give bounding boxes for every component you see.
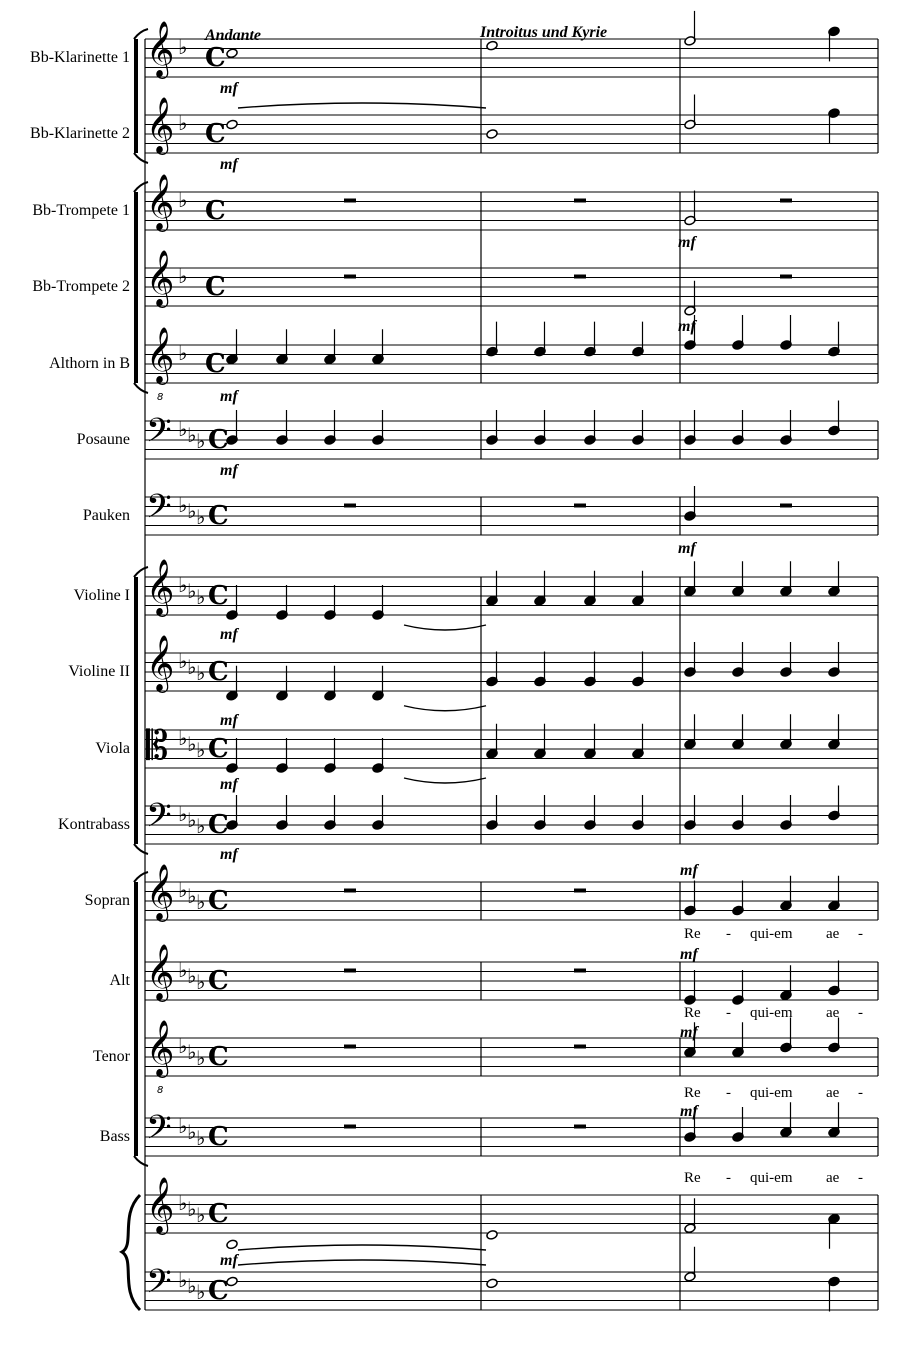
key-flat: ♭ xyxy=(178,1114,188,1138)
dynamic-mf: mf xyxy=(678,540,696,557)
lyric-syllable: ae xyxy=(826,1170,840,1186)
key-flat: ♭ xyxy=(187,1197,197,1221)
instrument-name: Violine I xyxy=(73,587,130,604)
lyric-syllable: Re xyxy=(684,926,701,942)
key-flat: ♭ xyxy=(187,1040,197,1064)
clef-treble: 𝄞 xyxy=(146,97,175,153)
key-flat: ♭ xyxy=(196,429,206,453)
tie xyxy=(238,103,486,108)
dynamic-mf: mf xyxy=(220,1252,238,1269)
key-flat: ♭ xyxy=(187,655,197,679)
piano-brace xyxy=(122,1195,140,1310)
whole-rest xyxy=(344,1125,356,1129)
key-flat: ♭ xyxy=(178,264,188,288)
key-flat: ♭ xyxy=(178,878,188,902)
whole-note xyxy=(486,1278,498,1289)
bracket-clarinets xyxy=(134,39,138,153)
clef-treble: 𝄞 xyxy=(146,21,175,77)
dynamic-mf: mf xyxy=(220,388,238,405)
lyric-syllable: Re xyxy=(684,1005,701,1021)
whole-rest xyxy=(574,1045,586,1049)
whole-rest xyxy=(344,275,356,279)
tie xyxy=(404,778,486,783)
instrument-name: Sopran xyxy=(84,892,130,909)
key-flat: ♭ xyxy=(187,964,197,988)
key-flat: ♭ xyxy=(178,958,188,982)
tie xyxy=(404,706,486,711)
key-flat: ♭ xyxy=(196,814,206,838)
key-flat: ♭ xyxy=(196,1280,206,1304)
clef-treble-8: 𝄞 xyxy=(146,327,175,383)
clef-treble: 𝄞 xyxy=(146,174,175,230)
key-flat: ♭ xyxy=(187,499,197,523)
instrument-name: Bb-Klarinette 2 xyxy=(30,125,130,142)
lyric-syllable: - xyxy=(858,1085,863,1101)
time-signature: C xyxy=(208,886,229,916)
whole-rest xyxy=(574,1125,586,1129)
key-flat: ♭ xyxy=(187,1120,197,1144)
dynamic-mf: mf xyxy=(220,712,238,729)
time-signature: C xyxy=(205,196,226,226)
time-signature: C xyxy=(205,272,226,302)
lyric-syllable: - xyxy=(858,926,863,942)
clef-treble: 𝄞 xyxy=(146,250,175,306)
dynamic-mf: mf xyxy=(220,846,238,863)
key-flat: ♭ xyxy=(196,970,206,994)
whole-rest xyxy=(344,889,356,893)
bracket-clarinets xyxy=(134,153,148,163)
key-flat: ♭ xyxy=(178,1191,188,1215)
dynamic-mf: mf xyxy=(680,946,698,963)
key-flat: ♭ xyxy=(178,35,188,59)
time-signature: C xyxy=(205,349,226,379)
whole-rest xyxy=(344,199,356,203)
clef-bass: 𝄢 xyxy=(146,1109,172,1155)
whole-rest xyxy=(574,504,586,508)
dynamic-mf: mf xyxy=(220,156,238,173)
instrument-name: Althorn in B xyxy=(49,355,130,372)
clef-alto: 𝄡 xyxy=(146,723,169,769)
key-flat: ♭ xyxy=(187,732,197,756)
lyric-syllable: - xyxy=(726,1005,731,1021)
time-signature: C xyxy=(208,734,229,764)
time-signature: C xyxy=(208,1199,229,1229)
whole-rest xyxy=(574,889,586,893)
key-flat: ♭ xyxy=(178,188,188,212)
key-flat: ♭ xyxy=(178,726,188,750)
bracket-strings xyxy=(134,844,148,854)
bracket-choir xyxy=(134,882,138,1156)
time-signature: C xyxy=(208,657,229,687)
lyric-syllable: qui-em xyxy=(750,1005,793,1021)
lyric-syllable: ae xyxy=(826,1005,840,1021)
clef-treble: 𝄞 xyxy=(146,944,175,1000)
key-flat: ♭ xyxy=(178,493,188,517)
instrument-name: Posaune xyxy=(76,431,130,448)
dynamic-mf: mf xyxy=(678,234,696,251)
whole-note xyxy=(226,119,238,130)
lyric-syllable: Re xyxy=(684,1085,701,1101)
lyric-syllable: - xyxy=(858,1170,863,1186)
clef-bass: 𝄢 xyxy=(146,797,172,843)
tie xyxy=(238,1245,486,1250)
key-flat: ♭ xyxy=(178,802,188,826)
lyric-syllable: - xyxy=(726,1170,731,1186)
clef-treble: 𝄞 xyxy=(146,635,175,691)
whole-rest xyxy=(780,275,792,279)
instrument-name: Tenor xyxy=(92,1048,130,1065)
bracket-brass xyxy=(134,383,148,393)
whole-rest xyxy=(780,199,792,203)
time-signature: C xyxy=(205,119,226,149)
key-flat: ♭ xyxy=(187,808,197,832)
time-signature: C xyxy=(208,966,229,996)
whole-note xyxy=(486,1230,498,1241)
key-flat: ♭ xyxy=(178,341,188,365)
lyric-syllable: Re xyxy=(684,1170,701,1186)
instrument-name: Alt xyxy=(109,972,130,989)
dynamic-mf: mf xyxy=(220,776,238,793)
time-signature: C xyxy=(208,1276,229,1306)
whole-rest xyxy=(344,504,356,508)
whole-rest xyxy=(344,969,356,973)
octave-8-mark: 8 xyxy=(157,1085,164,1096)
instrument-name: Violine II xyxy=(68,663,130,680)
whole-rest xyxy=(574,275,586,279)
whole-rest xyxy=(574,969,586,973)
instrument-name: Bass xyxy=(99,1128,130,1145)
whole-rest xyxy=(574,199,586,203)
key-flat: ♭ xyxy=(178,573,188,597)
instrument-name: Pauken xyxy=(82,507,130,524)
key-flat: ♭ xyxy=(178,1034,188,1058)
instrument-name: Bb-Trompete 1 xyxy=(32,202,130,219)
key-flat: ♭ xyxy=(187,1274,197,1298)
whole-note xyxy=(226,1239,238,1250)
key-flat: ♭ xyxy=(187,579,197,603)
time-signature: C xyxy=(208,810,229,840)
clef-treble: 𝄞 xyxy=(146,864,175,920)
instrument-name: Viola xyxy=(95,740,130,757)
key-flat: ♭ xyxy=(178,417,188,441)
clef-bass: 𝄢 xyxy=(146,412,172,458)
clef-treble-8: 𝄞 xyxy=(146,1020,175,1076)
section-title: Introitus und Kyrie xyxy=(480,24,608,41)
dynamic-mf: mf xyxy=(220,80,238,97)
whole-note xyxy=(226,48,238,59)
tie xyxy=(404,625,486,630)
lyric-syllable: - xyxy=(858,1005,863,1021)
key-flat: ♭ xyxy=(178,111,188,135)
instrument-name: Bb-Trompete 2 xyxy=(32,278,130,295)
key-flat: ♭ xyxy=(196,585,206,609)
dynamic-mf: mf xyxy=(680,1103,698,1120)
clef-treble: 𝄞 xyxy=(146,559,175,615)
time-signature: C xyxy=(208,501,229,531)
whole-rest xyxy=(780,504,792,508)
key-flat: ♭ xyxy=(196,661,206,685)
key-flat: ♭ xyxy=(196,1203,206,1227)
clef-bass: 𝄢 xyxy=(146,488,172,534)
dynamic-mf: mf xyxy=(680,862,698,879)
dynamic-mf: mf xyxy=(678,318,696,335)
key-flat: ♭ xyxy=(196,1126,206,1150)
dynamic-mf: mf xyxy=(220,462,238,479)
whole-note xyxy=(486,129,498,140)
clef-treble: 𝄞 xyxy=(146,1177,175,1233)
instrument-name: Kontrabass xyxy=(58,816,130,833)
bracket-strings xyxy=(134,577,138,844)
time-signature: C xyxy=(205,43,226,73)
octave-8-mark: 8 xyxy=(157,392,164,403)
time-signature: C xyxy=(208,1042,229,1072)
lyric-syllable: ae xyxy=(826,1085,840,1101)
bracket-choir xyxy=(134,1156,148,1166)
lyric-syllable: - xyxy=(726,926,731,942)
key-flat: ♭ xyxy=(196,738,206,762)
key-flat: ♭ xyxy=(187,423,197,447)
key-flat: ♭ xyxy=(196,890,206,914)
tie xyxy=(238,1260,486,1265)
time-signature: C xyxy=(208,581,229,611)
key-flat: ♭ xyxy=(187,884,197,908)
lyric-syllable: - xyxy=(726,1085,731,1101)
lyric-syllable: qui-em xyxy=(750,1085,793,1101)
dynamic-mf: mf xyxy=(220,626,238,643)
dynamic-mf: mf xyxy=(680,1024,698,1041)
lyric-syllable: qui-em xyxy=(750,926,793,942)
key-flat: ♭ xyxy=(196,1046,206,1070)
tempo-marking: Andante xyxy=(205,27,262,44)
whole-rest xyxy=(344,1045,356,1049)
key-flat: ♭ xyxy=(178,649,188,673)
bracket-brass xyxy=(134,192,138,383)
instrument-name: Bb-Klarinette 1 xyxy=(30,49,130,66)
clef-bass: 𝄢 xyxy=(146,1263,172,1309)
time-signature: C xyxy=(208,425,229,455)
lyric-syllable: ae xyxy=(826,926,840,942)
time-signature: C xyxy=(208,1122,229,1152)
key-flat: ♭ xyxy=(196,505,206,529)
lyric-syllable: qui-em xyxy=(750,1170,793,1186)
key-flat: ♭ xyxy=(178,1268,188,1292)
